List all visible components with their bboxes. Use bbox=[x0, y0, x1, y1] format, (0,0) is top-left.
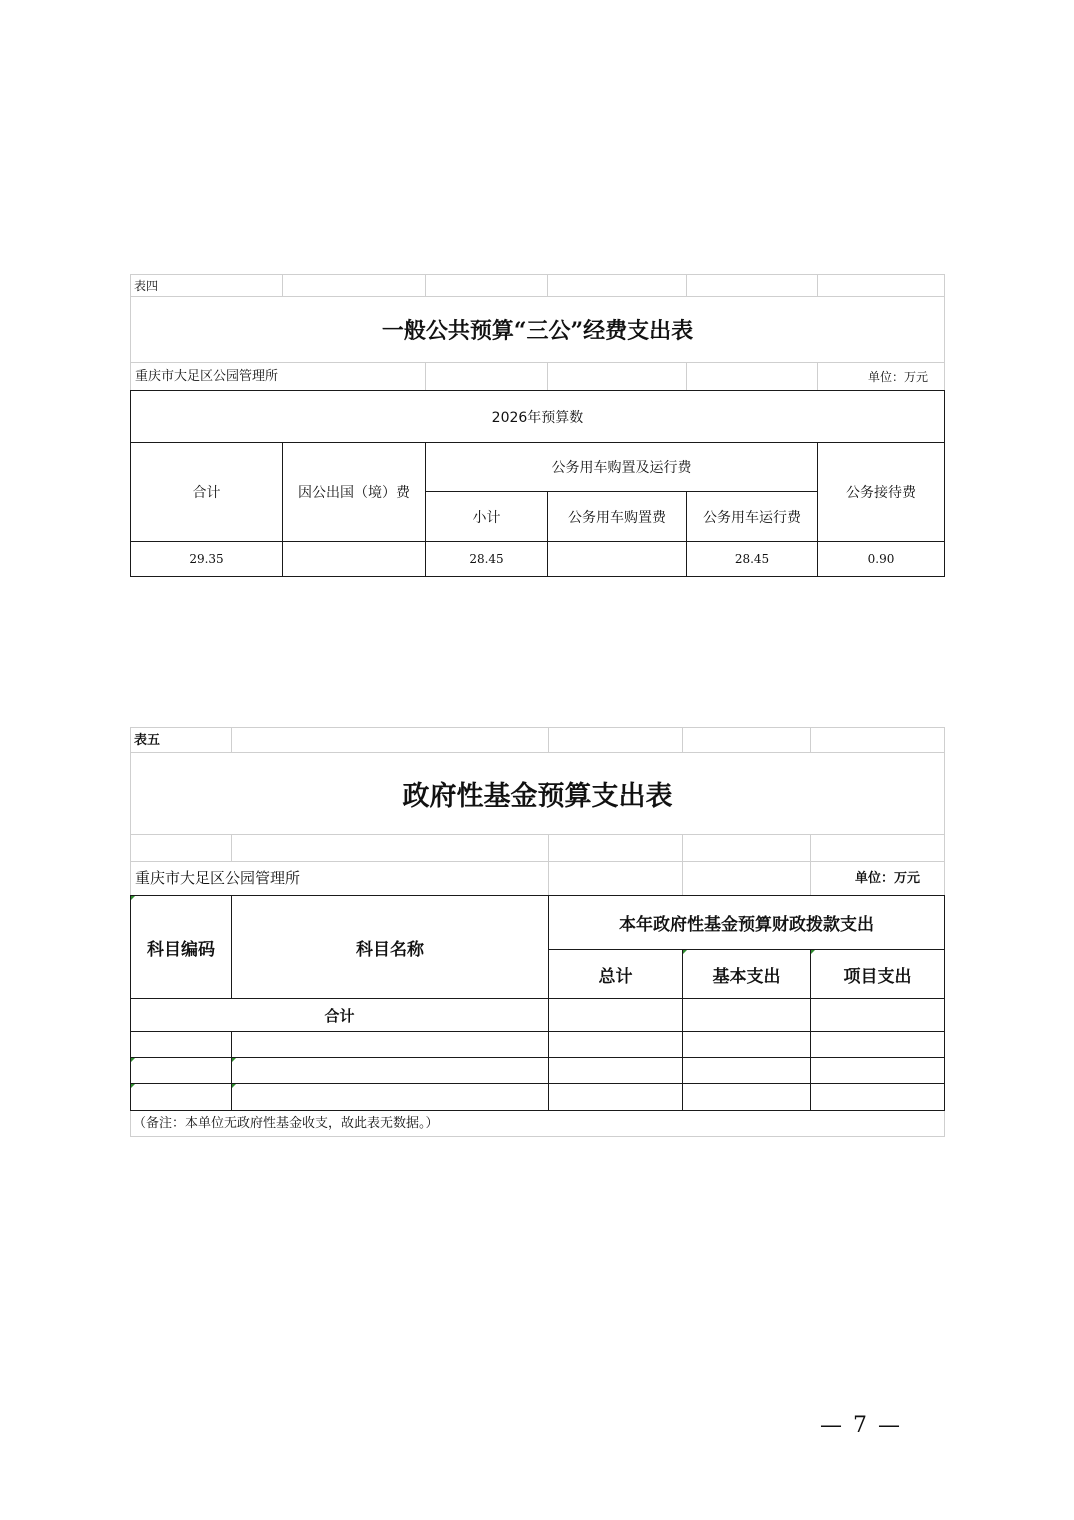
cell-vehicle-operation: 28.45 bbox=[734, 552, 770, 566]
col-reception-header: 公务接待费 bbox=[846, 485, 916, 501]
table4-budget-header: 2026年预算数 bbox=[491, 409, 584, 426]
cell-subtotal: 28.45 bbox=[469, 552, 504, 566]
cell-vehicle-purchase bbox=[548, 542, 686, 576]
col-total5-header: 总计 bbox=[598, 966, 633, 987]
table4 bbox=[0, 0, 1074, 600]
cell-total: 29.35 bbox=[189, 552, 224, 566]
cell-abroad bbox=[283, 542, 425, 576]
col-total-header: 合计 bbox=[192, 485, 221, 501]
table5 bbox=[0, 700, 1074, 1160]
col-basic-header: 基本支出 bbox=[712, 966, 781, 987]
col-vehicle-purchase-header: 公务用车购置费 bbox=[568, 509, 666, 526]
cell-reception: 0.90 bbox=[867, 552, 895, 566]
col-vehicle-operation-header: 公务用车运行费 bbox=[703, 509, 801, 526]
table4-label: 表四 bbox=[134, 279, 159, 293]
table4-title: 一般公共预算“三公”经费支出表 bbox=[381, 318, 694, 344]
col-vehicle-group-header: 公务用车购置及运行费 bbox=[551, 460, 692, 476]
table4-unit: 单位：万元 bbox=[868, 370, 929, 384]
col-subtotal-header: 小计 bbox=[472, 509, 501, 526]
table4-unit-org: 重庆市大足区公园管理所 bbox=[135, 369, 279, 384]
col-code-header: 科目编码 bbox=[147, 939, 215, 960]
table5-total-row-label: 合计 bbox=[324, 1006, 355, 1025]
table5-unit: 单位：万元 bbox=[855, 871, 921, 886]
table5-note: （备注：本单位无政府性基金收支，故此表无数据。） bbox=[133, 1116, 439, 1131]
col-group-header: 本年政府性基金预算财政拨款支出 bbox=[619, 915, 874, 935]
col-name-header: 科目名称 bbox=[356, 939, 424, 960]
page-number: — 7 — bbox=[820, 1413, 902, 1438]
col-project-header: 项目支出 bbox=[843, 966, 912, 987]
table5-label: 表五 bbox=[134, 733, 161, 748]
col-abroad-header: 因公出国（境）费 bbox=[298, 485, 410, 501]
table5-unit-org: 重庆市大足区公园管理所 bbox=[135, 869, 301, 887]
table5-title: 政府性基金预算支出表 bbox=[402, 781, 673, 812]
